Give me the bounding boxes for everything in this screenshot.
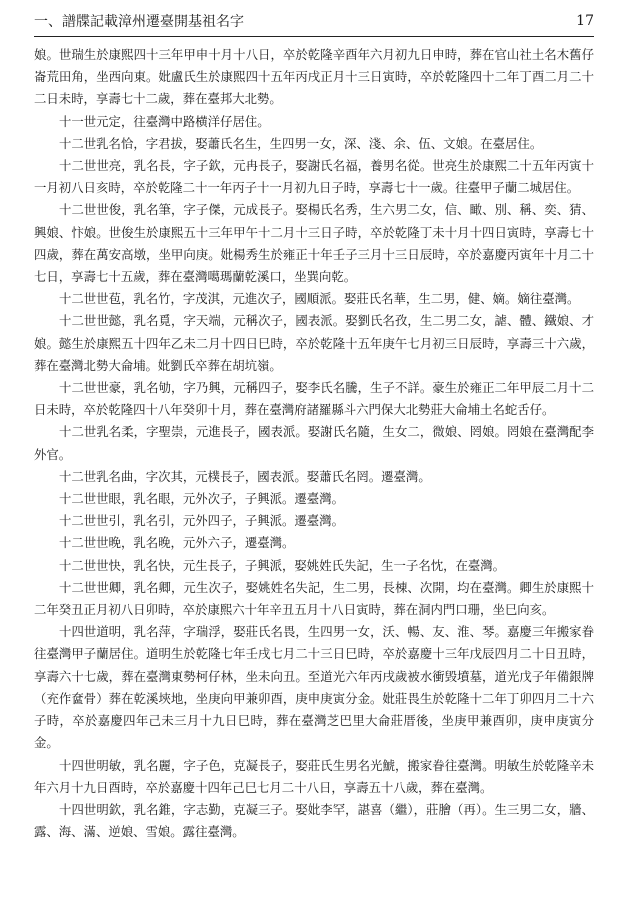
- paragraph: 十二世世眼，乳名眼，元外次子，子興派。遷臺灣。: [59, 491, 344, 507]
- paragraph: 十二世世俊，乳名筆，字子傑，元成長子。娶楊氏名秀，生六男二女，信、瞰、別、稱、奕、猜、興娘、忭娘。世俊生於康熙五十三年甲午十二月十三日子時，卒於乾隆丁未十月十四日寅時，享壽七十四歲，葬在萬安高墩，坐甲向庚。妣楊秀生於雍正十年壬子三月十三日辰時，卒於嘉慶丙寅年十月二十七日，享壽七十五歲，葬在臺灣噶瑪蘭乾溪口，坐巽向乾。: [34, 202, 594, 285]
- paragraph: 十二世世苞，乳名竹，字茂淇，元進次子，國順派。娶莊氏名華，生二男，健、嫡。嫡往臺灣。: [59, 291, 580, 307]
- paragraph: 十二世世快，乳名快，元生長子，子興派，娶姚姓氏失記，生一子名忱，在臺灣。: [59, 557, 506, 573]
- paragraph: 十二世乳名恰，字君拔，娶蕭氏名生，生四男一女，深、淺、余、伍、文娘。在臺居住。: [59, 135, 543, 151]
- paragraph: 十二世乳名曲，字次其，元樸長子，國表派。娶蕭氏名罔。遷臺灣。: [59, 468, 431, 484]
- header-rule: [34, 36, 594, 37]
- paragraph: 十四世明敏，乳名麗，字子色，克凝長子，娶莊氏生男名光鯱，搬家眷往臺灣。明敏生於乾隆辛未年六月十九日酉時，卒於嘉慶十四年己巳七月二十八日，享壽五十八歲，葬在臺灣。: [34, 757, 594, 795]
- paragraph: 娘。世瑞生於康熙四十三年甲申十月十八日，卒於乾隆辛酉年六月初九日申時，葬在官山社土名木舊仔崙荒田角，坐西向東。妣盧氏生於康熙四十五年丙戌正月十三日寅時，卒於乾隆四十二年丁酉二月二十二日未時，享壽七十二歲，葬在臺邦大北勢。: [34, 47, 594, 107]
- paragraph: 十二世世引，乳名引，元外四子，子興派。遷臺灣。: [59, 513, 344, 529]
- paragraph: 十二世世懿，乳名覓，字天端，元稱次子，國表派。娶劉氏名孜，生二男二女，謔、體、鐵娘、才娘。懿生於康熙五十四年乙未二月十四日巳時，卒於乾隆十五年庚午七月初三日辰時，享壽三十六歲，葬在臺灣北勢大侖埔。妣劉氏卒葬在胡坑嶺。: [34, 313, 594, 373]
- running-title: 一、譜牒記載漳州遷臺開基祖名字: [34, 14, 244, 30]
- paragraph: 十一世元定，往臺灣中路横洋仔居住。: [59, 113, 270, 129]
- paragraph: 十二世世豪，乳名劬，字乃興，元稱四子，娶李氏名騰，生子不詳。豪生於雍正二年甲辰二月十二日未時，卒於乾隆四十八年癸卯十月，葬在臺灣府諸羅縣斗六門保大北勢莊大侖埔土名蛇舌仔。: [34, 380, 594, 418]
- paragraph: 十二世世亮，乳名長，字子欽，元冉長子，娶謝氏名福，養男名從。世亮生於康熙二十五年丙寅十一月初八日亥時，卒於乾隆二十一年丙子十一月初九日子時，享壽七十一歲。往臺甲子蘭二城居住。: [34, 158, 594, 196]
- page-header: [34, 8, 594, 34]
- paragraph: 十四世道明，乳名萍，字瑞浮，娶莊氏名畏，生四男一女，沃、暢、友、淮、琴。嘉慶三年搬家眷往臺灣甲子蘭居住。道明生於乾隆七年壬戌七月二十三日巳時，卒於嘉慶十三年戊辰四月二十日丑時，享壽六十七歲，葬在臺灣東勢柯仔林，坐未向丑。至道光六年丙戌歲被水衝毁墳墓，道光戊子年備銀牌（充作奩骨）葬在乾溪埉地，坐庚向甲兼卯酉，庚申庚寅分金。妣莊畏生於乾隆十二年丁卯四月二十六子時，卒於嘉慶四年己未三月十九日巳時，葬在臺灣芝巴里大侖莊厝後，坐庚甲兼酉卯，庚申庚寅分金。: [34, 624, 594, 751]
- paragraph: 十二世世晚，乳名晚，元外六子，遷臺灣。: [59, 535, 295, 551]
- paragraph: 十二世乳名柔，字聖崇，元進長子，國表派。娶謝氏名隨，生女二，微娘、罔娘。罔娘在臺灣配李外官。: [34, 424, 594, 462]
- page-number: 17: [576, 13, 594, 29]
- paragraph: 十四世明欽，乳名錐，字志勤，克凝三子。娶妣李罕，諶喜（繼），莊膾（再）。生三男二女，牆、露、海、滿、逆娘、雪娘。露往臺灣。: [34, 801, 594, 840]
- paragraph: 十二世世卿，乳名卿，元生次子，娶姚姓名失記，生二男，長棟、次開，均在臺灣。卿生於康熙十二年癸丑正月初八日卯時，卒於康熙六十年辛丑五月十八日寅時，葬在洞内門口珊，坐巳向亥。: [34, 579, 594, 618]
- body-text: [34, 44, 594, 843]
